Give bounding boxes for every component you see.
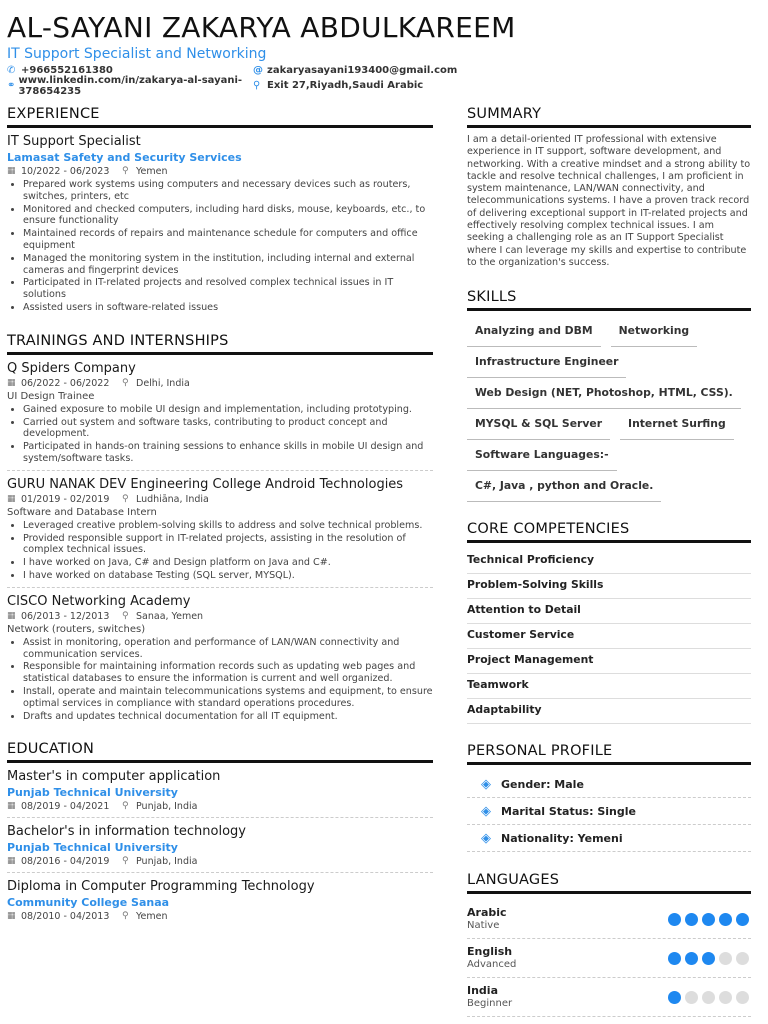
language-item (467, 939, 751, 978)
school-name: Punjab Technical University (7, 841, 178, 855)
skill-tag: Internet Surfing (620, 410, 734, 440)
email-contact[interactable] (253, 65, 457, 76)
bullet-list (7, 520, 433, 582)
date-location-row (7, 610, 433, 623)
date-range (7, 855, 122, 868)
skill-tag: Web Design (NET, Photoshop, HTML, CSS). (467, 379, 741, 409)
date-range (7, 165, 122, 178)
date-location-row (7, 910, 433, 923)
location-pin-icon: ⚲ (122, 856, 129, 867)
rating-dot (736, 991, 749, 1004)
email-text[interactable]: zakaryasayani193400@gmail.com (267, 65, 458, 76)
bullet-item: • Maintained records of repairs and maintenance schedule for computers and office equipment (23, 228, 433, 252)
training-title: Q Spiders Company (7, 360, 136, 376)
location-pin-icon: ⚲ (122, 610, 129, 621)
bullet-list (7, 637, 433, 723)
rating-dot (668, 991, 681, 1004)
location (122, 165, 168, 178)
competency-item: Customer Service (467, 624, 751, 649)
skill-tag: C#, Java , python and Oracle. (467, 472, 661, 502)
address-text: Exit 27,Riyadh,Saudi Arabic (267, 80, 424, 91)
address-contact (253, 80, 423, 91)
training-role: UI Design Trainee (7, 390, 95, 402)
date-text: 06/2013 - 12/2013 (21, 610, 110, 622)
experience-entry (7, 134, 433, 319)
calendar-icon: ▦ (7, 377, 16, 388)
bullet-item: • Assisted users in software-related issues (23, 302, 433, 314)
bullet-item: • Leveraged creative problem-solving skills to address and solve technical problems. (23, 520, 433, 532)
job-title: IT Support Specialist (7, 134, 141, 149)
date-text: 08/2019 - 04/2021 (21, 801, 110, 813)
rating-dot (668, 952, 681, 965)
language-info (467, 945, 516, 971)
date-text: 01/2019 - 02/2019 (21, 493, 110, 505)
language-name: Arabic (467, 906, 507, 920)
language-info (467, 906, 507, 932)
personal-item (467, 798, 751, 825)
location-text: Punjab, India (136, 801, 198, 813)
skills-list (467, 317, 751, 503)
date-range (7, 377, 122, 390)
bullet-item: • Prepared work systems using computers and necessary devices such as routers, switches, printers, etc (23, 179, 433, 203)
personal-item (467, 771, 751, 798)
bullet-item: • I have worked on database Testing (SQL server, MYSQL). (23, 570, 433, 582)
rating-dot (685, 991, 698, 1004)
resume-header (7, 11, 757, 97)
calendar-icon: ▦ (7, 856, 16, 867)
language-rating (668, 991, 749, 1004)
experience-list (7, 134, 433, 319)
location (122, 855, 197, 868)
languages-heading: LANGUAGES (467, 872, 751, 894)
date-location-row (7, 855, 433, 868)
skills-heading: SKILLS (467, 289, 751, 311)
candidate-title: IT Support Specialist and Networking (7, 46, 267, 62)
degree-name: Master's in computer application (7, 769, 221, 785)
location-pin-icon: ⚲ (122, 911, 129, 922)
personal-text: Nationality: Yemeni (501, 831, 623, 845)
education-list (7, 769, 433, 927)
date-location-row (7, 493, 433, 506)
training-role: Software and Database Intern (7, 506, 157, 518)
competencies-heading: CORE COMPETENCIES (467, 521, 751, 543)
competency-item: Attention to Detail (467, 599, 751, 624)
location-pin-icon: ⚲ (122, 493, 129, 504)
rating-dot (736, 913, 749, 926)
language-name: India (467, 984, 498, 998)
diamond-icon: ◈ (481, 830, 491, 846)
language-level: Advanced (467, 959, 517, 971)
location-text: Punjab, India (136, 856, 198, 868)
rating-dot (719, 991, 732, 1004)
competency-item: Adaptability (467, 699, 751, 724)
left-column (7, 106, 433, 927)
bullet-list (7, 179, 433, 314)
education-entry (7, 824, 433, 873)
location-pin-icon: ⚲ (122, 166, 129, 176)
location-text: Yemen (136, 166, 168, 177)
experience-heading: EXPERIENCE (7, 106, 433, 128)
skill-tag: Software Languages:- (467, 441, 617, 471)
bullet-item: • Install, operate and maintain telecommunications systems and equipment, to ensure optimal services in compliance with standard operations procedures. (23, 686, 433, 710)
skill-tag: Networking (611, 317, 698, 347)
linkedin-contact[interactable] (7, 75, 253, 97)
competency-item: Technical Proficiency (467, 549, 751, 574)
location-pin-icon: ⚲ (253, 80, 261, 91)
rating-dot (685, 913, 698, 926)
training-title: CISCO Networking Academy (7, 593, 191, 609)
calendar-icon: ▦ (7, 911, 16, 922)
competency-item: Project Management (467, 649, 751, 674)
linkedin-text[interactable]: www.linkedin.com/in/zakarya-al-sayani-378654235 (18, 74, 243, 97)
personal-item (467, 825, 751, 852)
location-text: Sanaa, Yemen (136, 610, 204, 622)
location (122, 910, 168, 923)
competency-item: Problem-Solving Skills (467, 574, 751, 599)
date-location-row (7, 165, 433, 178)
location (122, 800, 197, 813)
language-info (467, 984, 512, 1010)
company-name: Lamasat Safety and Security Services (7, 151, 242, 164)
date-location-row (7, 377, 433, 390)
education-entry (7, 769, 433, 818)
trainings-list (7, 361, 433, 728)
degree-name: Diploma in Computer Programming Technology (7, 879, 315, 895)
trainings-heading: TRAININGS AND INTERNSHIPS (7, 333, 433, 355)
location-text: Delhi, India (136, 377, 190, 389)
bullet-item: • I have worked on Java, C# and Design platform on Java and C#. (23, 557, 433, 569)
phone-text: +966552161380 (21, 65, 113, 76)
personal-text: Marital Status: Single (501, 804, 636, 818)
rating-dot (668, 913, 681, 926)
link-icon: ⚭ (7, 80, 16, 91)
location-text: Ludhiāna, India (136, 493, 209, 505)
contact-row-2 (7, 74, 757, 97)
language-rating (668, 952, 749, 965)
location (122, 610, 203, 623)
bullet-item: • Assist in monitoring, operation and performance of LAN/WAN connectivity and communication services. (23, 637, 433, 661)
skill-tag: Analyzing and DBM (467, 317, 601, 347)
summary-text: I am a detail-oriented IT professional with extensive experience in IT support, software development, and networking. With a creative mindset and a strong ability to tackle and resolve technical challenges, I am proficient in system maintenance, LAN/WAN connectivity, and telecommunications systems. I have a proven track record of delivering exceptional support in IT-related projects and effectively resolving complex technical issues. I am seeking a challenging role as an IT Support Specialist where I can leverage my skills and expertise to contribute to the organization's success. (467, 134, 751, 268)
personal-text: Gender: Male (501, 777, 584, 791)
bullet-item: • Provided responsible support in IT-related projects, assisting in the resolution of complex technical issues. (23, 533, 433, 557)
bullet-item: • Participated in IT-related projects and resolved complex technical issues in IT solutions (23, 277, 433, 301)
date-range (7, 493, 122, 506)
location-pin-icon: ⚲ (122, 801, 129, 812)
calendar-icon: ▦ (7, 166, 16, 176)
location-text: Yemen (136, 911, 168, 923)
language-item (467, 900, 751, 939)
personal-heading: PERSONAL PROFILE (467, 743, 751, 765)
degree-name: Bachelor's in information technology (7, 824, 246, 840)
date-text: 10/2022 - 06/2023 (21, 166, 110, 177)
calendar-icon: ▦ (7, 801, 16, 812)
languages-list (467, 900, 751, 1017)
at-icon: @ (253, 65, 263, 76)
bullet-item: • Managed the monitoring system in the institution, including internal and external cameras and fingerprint devices (23, 253, 433, 277)
rating-dot (719, 952, 732, 965)
bullet-item: • Responsible for maintaining information records such as updating web pages and statistical databases to ensure the information is current and well organized. (23, 661, 433, 685)
language-name: English (467, 945, 513, 959)
date-text: 08/2016 - 04/2019 (21, 856, 110, 868)
training-role: Network (routers, switches) (7, 623, 146, 635)
rating-dot (719, 913, 732, 926)
diamond-icon: ◈ (481, 776, 491, 792)
training-title: GURU NANAK DEV Engineering College Android Technologies (7, 476, 404, 492)
education-heading: EDUCATION (7, 741, 433, 763)
language-level: Native (467, 920, 500, 932)
bullet-item: • Drafts and updates technical documentation for all IT equipment. (23, 711, 433, 723)
date-range (7, 610, 122, 623)
location (122, 377, 190, 390)
competencies-list (467, 549, 751, 724)
date-location-row (7, 800, 433, 813)
summary-heading: SUMMARY (467, 106, 751, 128)
bullet-list (7, 404, 433, 465)
rating-dot (736, 952, 749, 965)
school-name: Community College Sanaa (7, 896, 170, 910)
rating-dot (685, 952, 698, 965)
rating-dot (702, 952, 715, 965)
education-entry (7, 879, 433, 927)
bullet-item: • Carried out system and software tasks, contributing to product concept and development. (23, 417, 433, 441)
language-level: Beginner (467, 998, 513, 1010)
skill-tag: MYSQL & SQL Server (467, 410, 610, 440)
skill-tag: Infrastructure Engineer (467, 348, 626, 378)
rating-dot (702, 991, 715, 1004)
calendar-icon: ▦ (7, 493, 16, 504)
school-name: Punjab Technical University (7, 786, 178, 800)
date-range (7, 910, 122, 923)
training-entry (7, 594, 433, 728)
calendar-icon: ▦ (7, 610, 16, 621)
bullet-item: • Gained exposure to mobile UI design and implementation, including prototyping. (23, 404, 433, 416)
training-entry (7, 477, 433, 588)
candidate-name: AL-SAYANI ZAKARYA ABDULKAREEM (7, 11, 516, 44)
location (122, 493, 209, 506)
rating-dot (702, 913, 715, 926)
personal-list (467, 771, 751, 852)
right-column (467, 106, 751, 1017)
language-rating (668, 913, 749, 926)
date-range (7, 800, 122, 813)
phone-icon: ✆ (7, 65, 16, 76)
bullet-item: • Participated in hands-on training sessions to enhance skills in mobile UI design and system/software tasks. (23, 441, 433, 465)
date-text: 06/2022 - 06/2022 (21, 377, 110, 389)
training-entry (7, 361, 433, 471)
location-pin-icon: ⚲ (122, 377, 129, 388)
date-text: 08/2010 - 04/2013 (21, 911, 110, 923)
competency-item: Teamwork (467, 674, 751, 699)
bullet-item: • Monitored and checked computers, including hard disks, mouse, keyboards, etc., to ensure functionality (23, 204, 433, 228)
diamond-icon: ◈ (481, 803, 491, 819)
language-item (467, 978, 751, 1017)
